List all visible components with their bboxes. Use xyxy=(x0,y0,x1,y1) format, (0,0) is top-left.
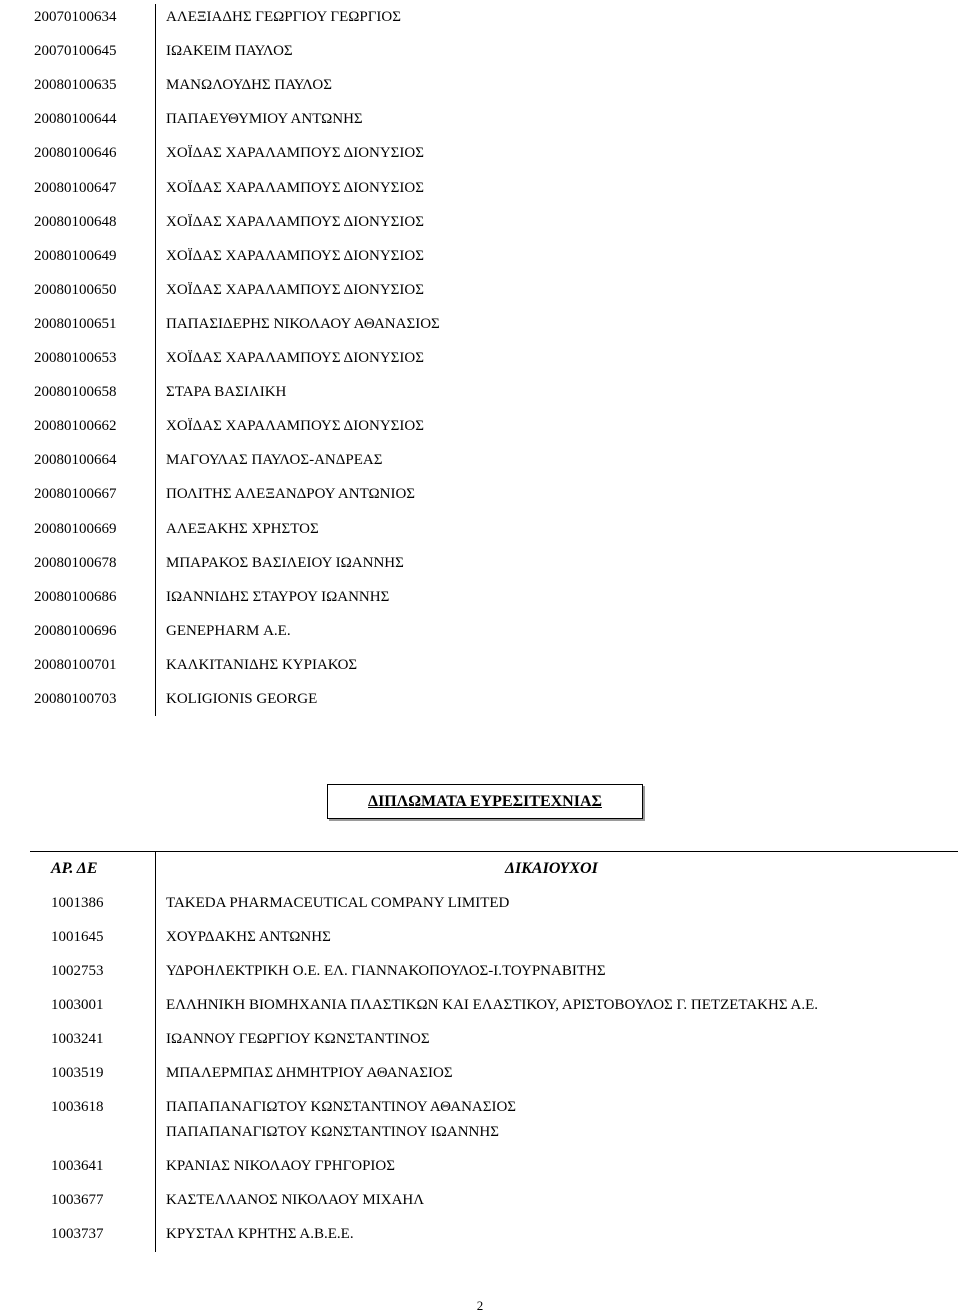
header-rule xyxy=(30,851,958,852)
table-row xyxy=(0,655,960,675)
holder-names xyxy=(166,1029,430,1049)
holder-name: ΠΑΠΑΠΑΝΑΓΙΩΤΟΥ ΚΩΝΣΤΑΝΤΙΝΟΥ ΙΩΑΝΝΗΣ xyxy=(166,1124,499,1140)
holder-names xyxy=(166,927,331,947)
registration-number: 20080100696 xyxy=(34,622,117,639)
registration-number: 20070100634 xyxy=(34,9,117,25)
holder-name: ΧΟΪΔΑΣ ΧΑΡΑΛΑΜΠΟΥΣ ΔΙΟΝΥΣΙΟΣ xyxy=(166,350,424,366)
holder-name: ΜΠΑΡΑΚΟΣ ΒΑΣΙΛΕΙΟΥ ΙΩΑΝΝΗΣ xyxy=(166,554,404,571)
holder-name: ΧΟΪΔΑΣ ΧΑΡΑΛΑΜΠΟΥΣ ΔΙΟΝΥΣΙΟΣ xyxy=(166,247,424,264)
holder-name: ΧΟΪΔΑΣ ΧΑΡΑΛΑΜΠΟΥΣ ΔΙΟΝΥΣΙΟΣ xyxy=(166,179,424,196)
holder-name: ΠΟΛΙΤΗΣ ΑΛΕΞΑΝΔΡΟΥ ΑΝΤΩΝΙΟΣ xyxy=(166,486,416,503)
registration-number: 20080100635 xyxy=(34,77,117,94)
holder-names xyxy=(166,1190,424,1210)
holder-names xyxy=(166,893,509,913)
registration-number: 20080100649 xyxy=(34,247,117,264)
holder-names xyxy=(166,1097,516,1142)
table-row xyxy=(0,178,960,198)
patent-number: 1003737 xyxy=(51,1226,104,1242)
table-row xyxy=(0,348,960,368)
patent-number: 1003001 xyxy=(51,997,104,1013)
registration-number: 20080100647 xyxy=(34,179,117,196)
table-row xyxy=(0,212,960,232)
table-row xyxy=(0,143,960,163)
table-row xyxy=(0,587,960,607)
table-row xyxy=(0,961,960,981)
page-number: 2 xyxy=(476,1298,484,1313)
registration-number: 20070100645 xyxy=(34,43,117,60)
registration-number: 20080100648 xyxy=(34,213,117,230)
registration-number: 20080100703 xyxy=(34,691,117,707)
table-row xyxy=(0,893,960,913)
holder-name: ΠΑΠΑΣΙΔΕΡΗΣ ΝΙΚΟΛΑΟΥ ΑΘΑΝΑΣΙΟΣ xyxy=(166,315,440,332)
holder-names xyxy=(166,1156,395,1176)
table-row xyxy=(0,41,960,61)
holder-name: ΑΛΕΞΙΑΔΗΣ ΓΕΩΡΓΙΟΥ ΓΕΩΡΓΙΟΣ xyxy=(166,9,401,25)
table-row xyxy=(0,280,960,300)
table-row xyxy=(0,1063,960,1083)
registration-number: 20080100686 xyxy=(34,588,117,605)
holder-names xyxy=(166,1224,354,1244)
registration-number: 20080100651 xyxy=(34,315,117,332)
registration-number: 20080100667 xyxy=(34,486,117,503)
holder-name: ΧΟΪΔΑΣ ΧΑΡΑΛΑΜΠΟΥΣ ΔΙΟΝΥΣΙΟΣ xyxy=(166,418,424,435)
patent-number: 1001645 xyxy=(51,929,104,945)
patent-number: 1003677 xyxy=(51,1192,104,1208)
holder-names xyxy=(166,1063,453,1083)
registration-number: 20080100653 xyxy=(34,350,117,366)
holder-name: ΕΛΛΗΝΙΚΗ ΒΙΟΜΗΧΑΝΙΑ ΠΛΑΣΤΙΚΩΝ ΚΑΙ ΕΛΑΣΤΙΚΟΥ, ΑΡΙΣΤΟΒΟΥΛΟΣ Γ. ΠΕΤΖΕΤΑΚΗΣ Α.Ε. xyxy=(166,997,818,1013)
registration-number: 20080100658 xyxy=(34,384,117,401)
holder-name: ΚΑΣΤΕΛΛΑΝΟΣ ΝΙΚΟΛΑΟΥ ΜΙΧΑΗΛ xyxy=(166,1192,425,1208)
table-row xyxy=(0,519,960,539)
holder-name: ΥΔΡΟΗΛΕΚΤΡΙΚΗ Ο.Ε. ΕΛ. ΓΙΑΝΝΑΚΟΠΟΥΛΟΣ-Ι.ΤΟΥΡΝΑΒΙΤΗΣ xyxy=(166,963,606,979)
registration-number: 20080100662 xyxy=(34,418,117,435)
registration-number: 20080100701 xyxy=(34,656,117,673)
table-row xyxy=(0,416,960,436)
table-row xyxy=(0,1224,960,1244)
table-row xyxy=(0,246,960,266)
holder-name: ΜΑΓΟΥΛΑΣ ΠΑΥΛΟΣ-ΑΝΔΡΕΑΣ xyxy=(166,452,383,469)
holder-name: TAKEDA PHARMACEUTICAL COMPANY LIMITED xyxy=(166,895,510,911)
patent-number: 1003241 xyxy=(51,1031,104,1047)
holder-name: ΣΤΑΡΑ ΒΑΣΙΛΙΚΗ xyxy=(166,384,287,401)
holder-name: ΧΟΪΔΑΣ ΧΑΡΑΛΑΜΠΟΥΣ ΔΙΟΝΥΣΙΟΣ xyxy=(166,213,424,230)
table-row xyxy=(0,927,960,947)
holder-names xyxy=(166,961,606,981)
column-header-number: ΑΡ. ΔΕ xyxy=(51,860,98,877)
table-row xyxy=(0,689,960,709)
table-row xyxy=(0,314,960,334)
holder-name: ΙΩΑΝΝΟΥ ΓΕΩΡΓΙΟΥ ΚΩΝΣΤΑΝΤΙΝΟΣ xyxy=(166,1031,430,1047)
registration-number: 20080100650 xyxy=(34,281,117,298)
column-header-holders: ΔΙΚΑΙΟΥΧΟΙ xyxy=(505,860,598,877)
holder-name: ΜΑΝΩΛΟΥΔΗΣ ΠΑΥΛΟΣ xyxy=(166,77,332,94)
registration-number: 20080100669 xyxy=(34,520,117,537)
holder-name: ΚΑΛΚΙΤΑΝΙΔΗΣ ΚΥΡΙΑΚΟΣ xyxy=(166,656,358,673)
patent-number: 1003641 xyxy=(51,1158,104,1174)
patent-number: 1003618 xyxy=(51,1099,104,1115)
holder-name: KOLIGIONIS GEORGE xyxy=(166,691,318,707)
table-row xyxy=(0,75,960,95)
table-row xyxy=(0,484,960,504)
table-row xyxy=(0,621,960,641)
holder-names xyxy=(166,995,818,1015)
holder-name: ΧΟΪΔΑΣ ΧΑΡΑΛΑΜΠΟΥΣ ΔΙΟΝΥΣΙΟΣ xyxy=(166,145,424,162)
holder-name: ΠΑΠΑΠΑΝΑΓΙΩΤΟΥ ΚΩΝΣΤΑΝΤΙΝΟΥ ΑΘΑΝΑΣΙΟΣ xyxy=(166,1099,517,1115)
holder-name: GENEPHARM Α.Ε. xyxy=(166,622,291,639)
table-row xyxy=(0,450,960,470)
table-row xyxy=(0,1190,960,1210)
holder-name: ΧΟΪΔΑΣ ΧΑΡΑΛΑΜΠΟΥΣ ΔΙΟΝΥΣΙΟΣ xyxy=(166,281,424,298)
holder-name: ΙΩΑΝΝΙΔΗΣ ΣΤΑΥΡΟΥ ΙΩΑΝΝΗΣ xyxy=(166,588,390,605)
registration-number: 20080100646 xyxy=(34,145,117,162)
holder-name: ΧΟΥΡΔΑΚΗΣ ΑΝΤΩΝΗΣ xyxy=(166,929,331,945)
holder-name: ΚΡΥΣΤΑΛ ΚΡΗΤΗΣ Α.Β.Ε.Ε. xyxy=(166,1226,354,1242)
table-row xyxy=(0,382,960,402)
patent-number: 1001386 xyxy=(51,895,104,911)
holder-name: ΑΛΕΞΑΚΗΣ ΧΡΗΣΤΟΣ xyxy=(166,520,319,537)
holder-name: ΙΩΑΚΕΙΜ ΠΑΥΛΟΣ xyxy=(166,43,293,60)
table-row xyxy=(0,109,960,129)
table-row xyxy=(0,1029,960,1049)
patent-number: 1003519 xyxy=(51,1065,104,1081)
table-row xyxy=(0,7,960,27)
patent-number: 1002753 xyxy=(51,963,104,979)
registration-number: 20080100644 xyxy=(34,111,117,128)
table-row xyxy=(0,1097,960,1143)
section-heading: ΔΙΠΛΩΜΑΤΑ ΕΥΡΕΣΙΤΕΧΝΙΑΣ xyxy=(327,784,643,819)
holder-name: ΜΠΑΛΕΡΜΠΑΣ ΔΗΜΗΤΡΙΟΥ ΑΘΑΝΑΣΙΟΣ xyxy=(166,1065,453,1081)
holder-name: ΠΑΠΑΕΥΘΥΜΙΟΥ ΑΝΤΩΝΗΣ xyxy=(166,111,363,128)
table-row xyxy=(0,1156,960,1176)
table-row xyxy=(0,553,960,573)
registration-number: 20080100678 xyxy=(34,554,117,571)
registration-number: 20080100664 xyxy=(34,452,117,469)
table-row xyxy=(0,995,960,1015)
holder-name: ΚΡΑΝΙΑΣ ΝΙΚΟΛΑΟΥ ΓΡΗΓΟΡΙΟΣ xyxy=(166,1158,395,1174)
